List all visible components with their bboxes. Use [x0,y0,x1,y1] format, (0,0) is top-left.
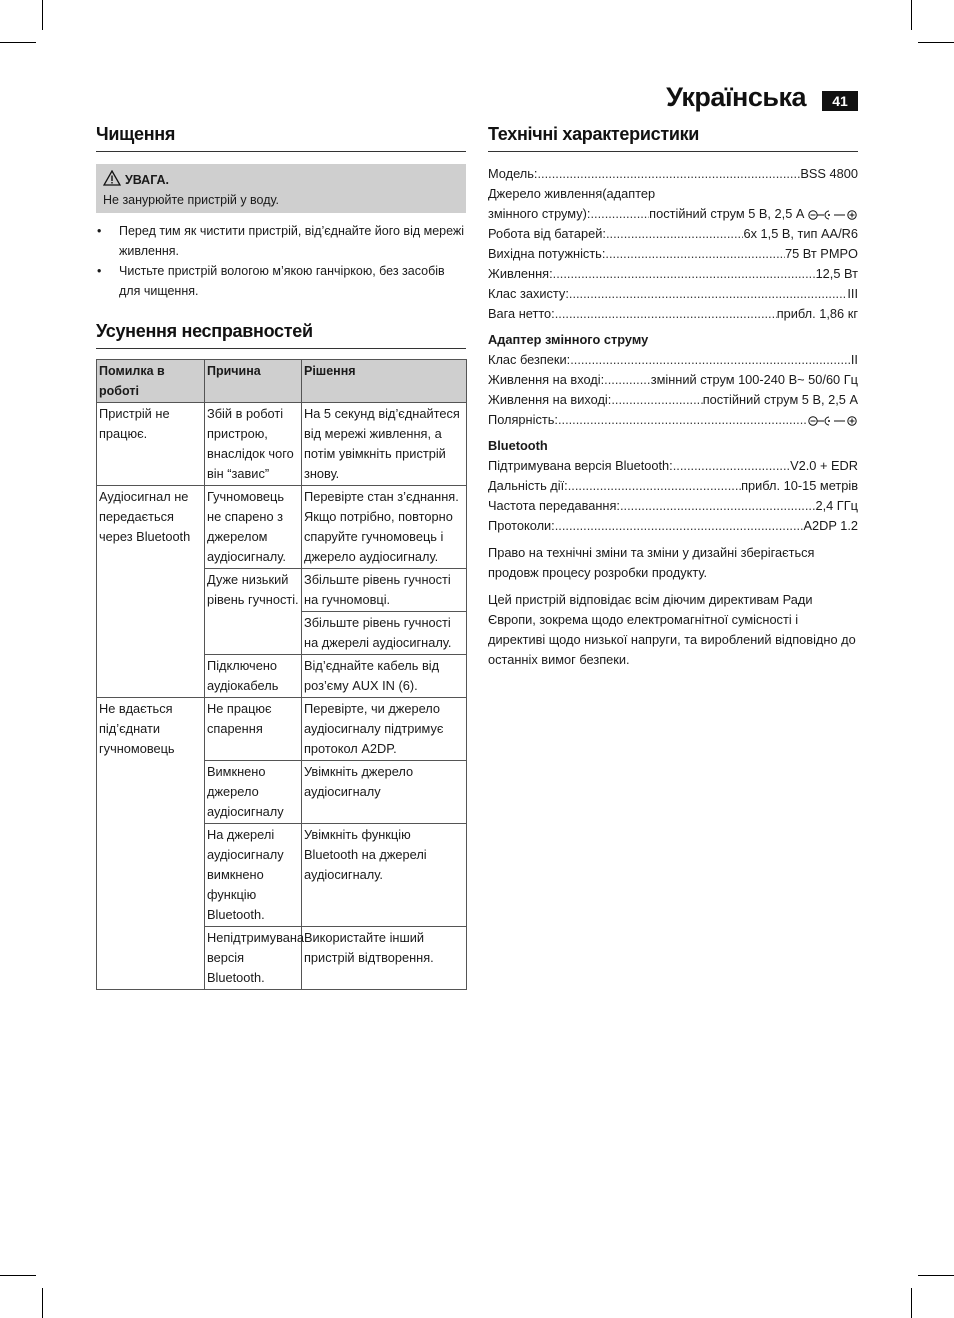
spec-row-model: Модель: ..... BSS 4800 [488,164,858,184]
page-number: 41 [822,91,858,111]
solution-cell: Збільште рівень гучності на гучномовці. [302,569,467,612]
cause-cell: Гучномовець не спарено з джерелом аудіосигналу. [205,486,302,569]
spec-row-polarity: Полярність: ..... [488,410,858,430]
right-column [488,124,858,670]
solution-cell: Від’єднайте кабель від роз’єму AUX IN (6). [302,655,467,698]
cause-cell: Збій в роботі пристрою, внаслідок чого він “завис” [205,403,302,486]
crop-mark [0,42,36,43]
problem-cell: Аудіосигнал не передається через Bluetooth [97,486,205,698]
spec-row-power-source: змінного струму): ..... постійний струм 5 В, 2,5 А [488,204,858,224]
spec-power-source-line: Джерело живлення(адаптер [488,186,656,201]
spec-row-protection: Клас захисту: ..... III [488,284,858,304]
spec-row-bt-frequency: Частота передавання: ..... 2,4 ГГц [488,496,858,516]
cause-cell: Дуже низький рівень гучності. [205,569,302,655]
spec-row-bt-protocols: Протоколи: ..... A2DP 1.2 [488,516,858,536]
cause-cell: Підключено аудіокабель [205,655,302,698]
specs-list [488,164,858,670]
adapter-subheading: Адаптер змінного струму [488,332,649,347]
spec-row-output: Живлення на виході: ..... постійний струм 5 В, 2,5 А [488,390,858,410]
crop-mark [918,1275,954,1276]
polarity-icon [808,415,858,427]
cause-cell: Непідтримувана версія Bluetooth. [205,927,302,990]
cleaning-heading: Чищення [96,124,466,152]
warning-triangle-icon [103,170,121,189]
design-change-note: Право на технічні зміни та зміни у дизайні зберігається продовж процесу розробки продукту. [488,545,815,580]
spec-row-weight: Вага нетто: ..... прибл. 1,86 кг [488,304,858,324]
spec-row-battery: Робота від батарей: ..... 6x 1,5 В, тип AA/R6 [488,224,858,244]
crop-mark [42,1288,43,1318]
table-row [97,698,467,761]
troubleshooting-table [96,359,467,990]
spec-row-input: Живлення на вході: ..... змінний струм 100-240 В~ 50/60 Гц [488,370,858,390]
list-item: • Чистьте пристрій вологою м’якою ганчіркою, без засобів для чищення. [96,261,466,301]
crop-mark [918,42,954,43]
spec-row-bt-range: Дальність дії: ..... прибл. 10-15 метрів [488,476,858,496]
spec-row-supply: Живлення: ..... 12,5 Вт [488,264,858,284]
solution-cell: Збільште рівень гучності на джерелі аудіосигналу. [302,612,467,655]
crop-mark [911,1288,912,1318]
table-row [97,403,467,486]
crop-mark [42,0,43,30]
spec-row-safety: Клас безпеки: ..... II [488,350,858,370]
troubleshooting-heading: Усунення несправностей [96,321,466,349]
solution-cell: Увімкніть функцію Bluetooth на джерелі аудіосигналу. [302,824,467,927]
problem-cell: Пристрій не працює. [97,403,205,486]
cause-cell: На джерелі аудіосигналу вимкнено функцію Bluetooth. [205,824,302,927]
spec-row-output-power: Вихідна потужність: ..... 75 Вт PMPO [488,244,858,264]
polarity-icon [808,209,858,221]
list-item: • Перед тим як чистити пристрій, від’єднайте його від мережі живлення. [96,221,466,261]
crop-mark [911,0,912,30]
column-header: Рішення [302,360,467,403]
crop-mark [0,1275,36,1276]
solution-cell: Перевірте стан з’єднання. Якщо потрібно, повторно спаруйте гучномовець і джерело аудіосигналу. [302,486,467,569]
bluetooth-subheading: Bluetooth [488,438,548,453]
page-language-title: Українська [666,82,806,112]
solution-cell: Увімкніть джерело аудіосигналу [302,761,467,824]
spec-row-bt-version: Підтримувана версія Bluetooth: ..... V2.0 + EDR [488,456,858,476]
conformity-note: Цей пристрій відповідає всім діючим директивам Ради Європи, зокрема щодо електромагнітної сумісності і директиві щодо низької напруги, та вироблений відповідно до останніх вимог безпеки. [488,592,856,667]
table-row [97,486,467,569]
solution-cell: На 5 секунд від’єднайтеся від мережі живлення, а потім увімкніть пристрій знову. [302,403,467,486]
solution-cell: Перевірте, чи джерело аудіосигналу підтримує протокол A2DP. [302,698,467,761]
warning-text: Не занурюйте пристрій у воду. [103,193,279,207]
cleaning-list [96,221,466,301]
warning-title: УВАГА. [125,172,170,187]
cause-cell: Вимкнено джерело аудіосигналу [205,761,302,824]
specs-heading: Технічні характеристики [488,124,858,152]
table-header-row [97,360,467,403]
warning-box [96,164,466,213]
column-header: Причина [205,360,302,403]
problem-cell: Не вдається під’єднати гучномовець [97,698,205,990]
cause-cell: Не працює спарення [205,698,302,761]
solution-cell: Використайте інший пристрій відтворення. [302,927,467,990]
left-column [96,124,466,990]
column-header: Помилка в роботі [97,360,205,403]
